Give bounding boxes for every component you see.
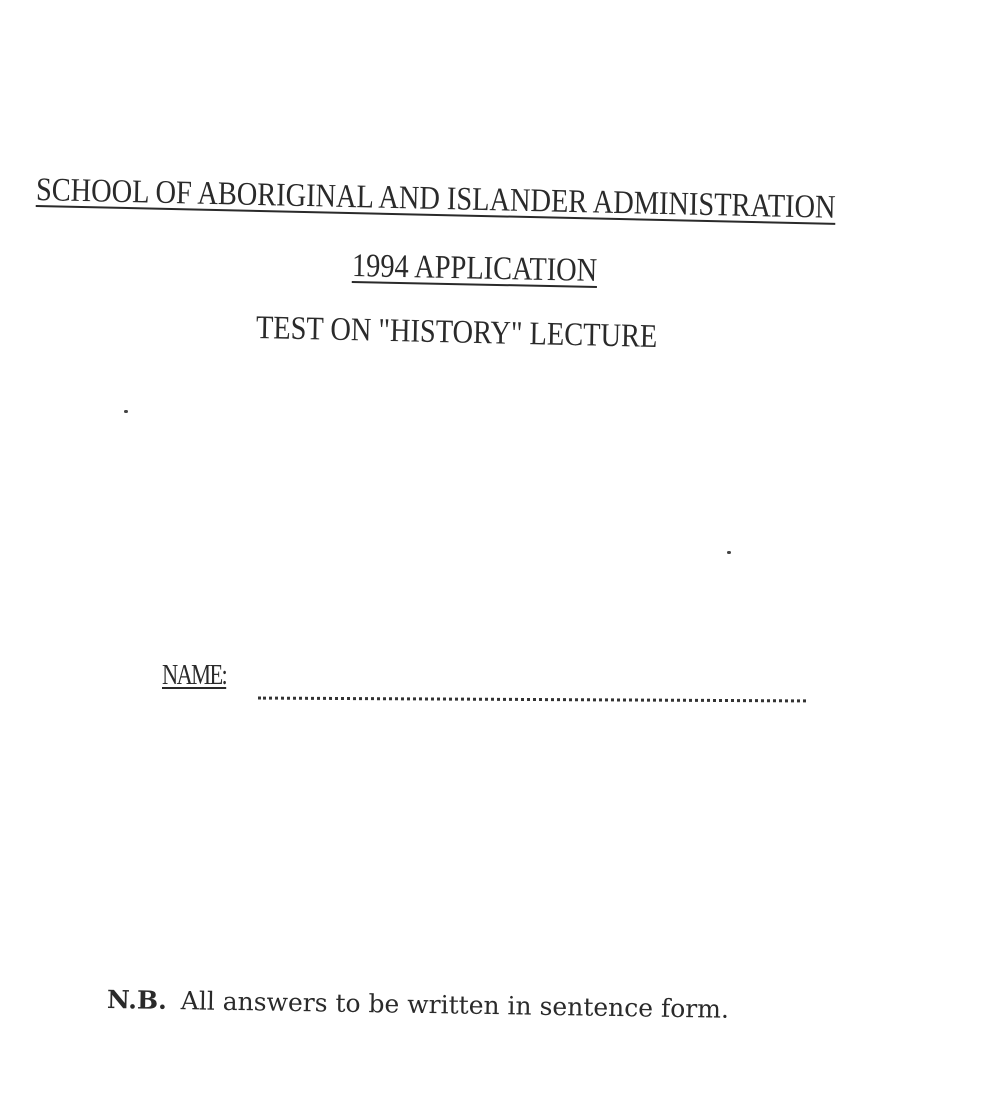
application-year-heading: 1994 APPLICATION bbox=[351, 248, 598, 289]
instruction-note bbox=[107, 985, 729, 1024]
note-text: All answers to be written in sentence form. bbox=[180, 986, 730, 1024]
scan-speck bbox=[727, 551, 731, 554]
name-field-dotted-line[interactable] bbox=[258, 697, 806, 703]
note-prefix: N.B. bbox=[106, 985, 168, 1015]
institution-title: SCHOOL OF ABORIGINAL AND ISLANDER ADMINISTRATION bbox=[35, 172, 836, 226]
name-label: NAME: bbox=[162, 660, 227, 691]
scan-speck bbox=[124, 410, 128, 413]
test-title: TEST ON "HISTORY" LECTURE bbox=[255, 310, 658, 355]
